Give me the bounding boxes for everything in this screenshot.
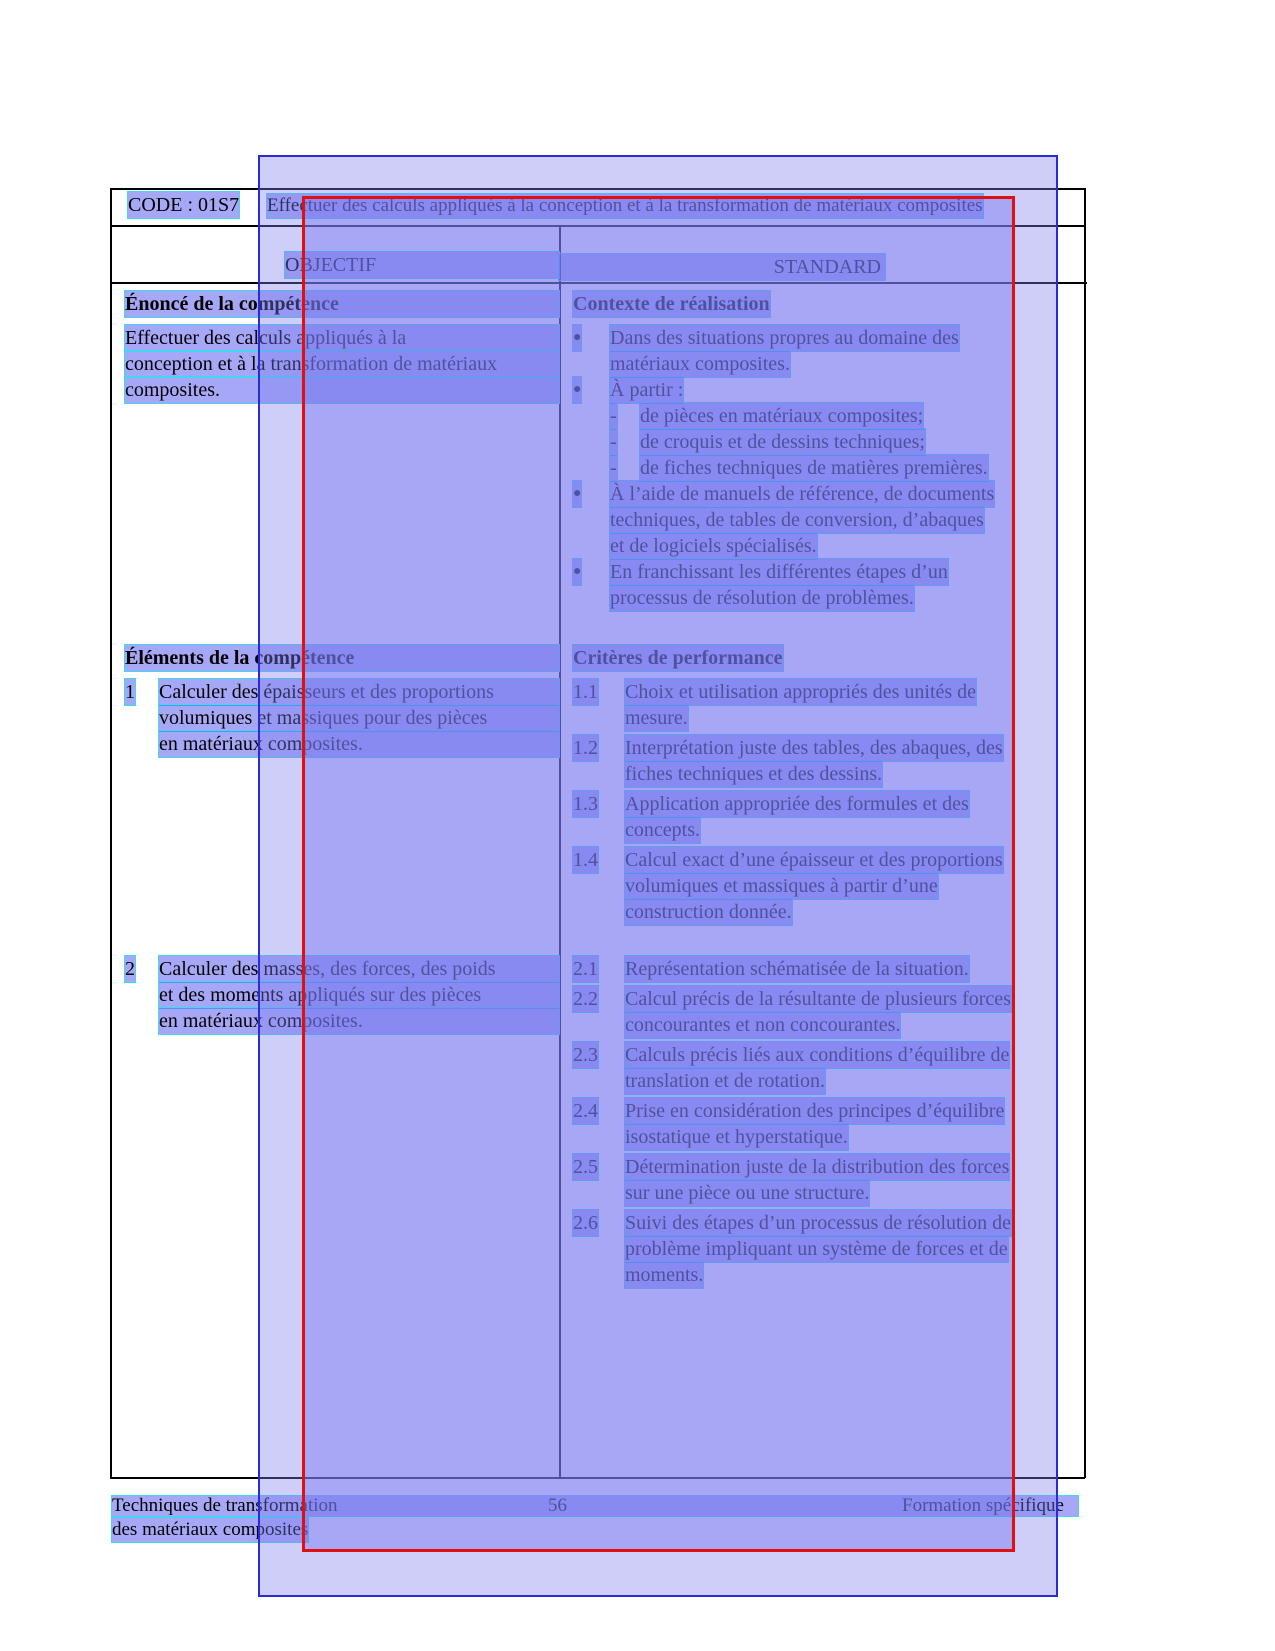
- footer-section: Formation spécifique: [902, 1495, 1064, 1516]
- selection-overlay-inner: [302, 196, 1015, 1552]
- bullet-icon: ●: [573, 559, 581, 585]
- bullet-icon: ●: [573, 377, 581, 403]
- competence-code: CODE : 01S7: [128, 194, 240, 216]
- enonce-text: Effectuer des calculs appliqués à la conception et à la transformation de matériaux composites.: [125, 325, 559, 403]
- page-number: 56: [548, 1495, 567, 1516]
- bullet-icon: ●: [573, 481, 581, 507]
- column-header-standard: STANDARD: [559, 254, 885, 280]
- elements-heading: Éléments de la compétence: [125, 645, 559, 671]
- footer-program: Techniques de transformation: [112, 1495, 338, 1516]
- criteres-heading: Critères de performance: [573, 647, 783, 669]
- bullet-icon: ●: [573, 325, 581, 351]
- enonce-heading: Énoncé de la compétence: [125, 291, 559, 317]
- dash-icon: -: [610, 431, 617, 453]
- dash-icon: -: [610, 405, 617, 427]
- column-header-objectif: OBJECTIF: [285, 252, 559, 278]
- contexte-heading: Contexte de réalisation: [573, 293, 770, 315]
- dash-icon: -: [610, 457, 617, 479]
- competence-title: Effectuer des calculs appliqués à la conception et à la transformation de matériaux composites: [267, 195, 983, 216]
- footer-program-line2: des matériaux composites: [112, 1519, 309, 1540]
